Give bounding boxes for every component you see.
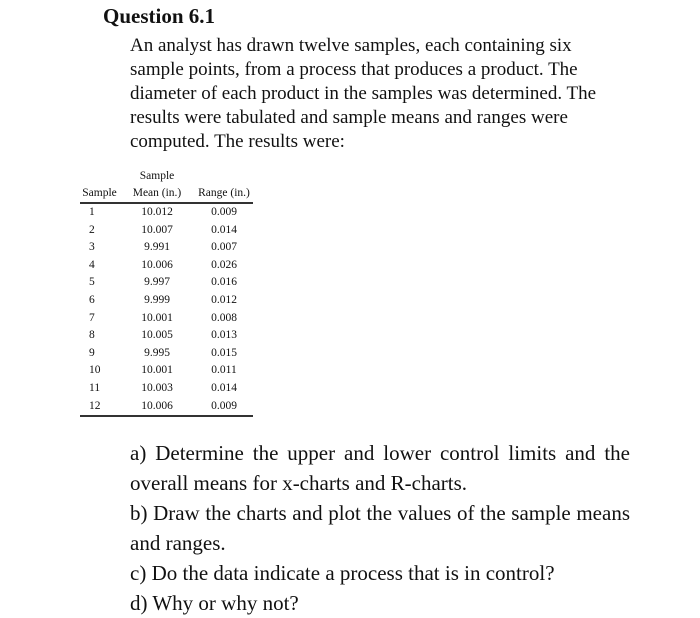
table-row	[80, 203, 253, 222]
question-a: a) Determine the upper and lower control limits and the overall means for x-charts and R-charts.	[130, 441, 630, 495]
sample-number: 2	[89, 223, 95, 236]
sample-range: 0.016	[211, 276, 237, 289]
table-row	[80, 292, 253, 310]
question-d: d) Why or why not?	[130, 591, 299, 615]
table-row	[80, 398, 253, 417]
table-row	[80, 345, 253, 363]
sample-range: 0.014	[211, 223, 237, 236]
samples-table	[80, 168, 253, 417]
sample-mean: 9.999	[144, 293, 170, 306]
header-top: Sample	[139, 170, 175, 182]
sample-mean: 10.006	[141, 258, 173, 271]
sample-number: 1	[89, 206, 95, 218]
sample-range: 0.014	[211, 381, 237, 394]
question-b: b) Draw the charts and plot the values of the sample means and ranges.	[130, 501, 630, 555]
sample-range: 0.009	[195, 398, 253, 417]
sample-number: 12	[80, 398, 119, 417]
sample-range: 0.009	[211, 206, 237, 218]
sample-mean: 10.006	[119, 398, 195, 417]
sample-number: 8	[89, 329, 95, 342]
question-intro: An analyst has drawn twelve samples, each containing six sample points, from a process that produces a product. The diameter of each product in the samples was determined. The results were tabulated and sample means and ranges were computed. The results were:	[130, 35, 597, 152]
table-row	[80, 327, 253, 345]
table-row	[80, 380, 253, 398]
sample-mean: 10.001	[141, 364, 173, 377]
question-c: c) Do the data indicate a process that is in control?	[130, 561, 555, 585]
table-row	[80, 362, 253, 380]
header-sample: Sample	[80, 185, 119, 203]
sample-number: 7	[89, 311, 95, 324]
table-row	[80, 310, 253, 328]
sample-number: 3	[89, 241, 95, 254]
sample-range: 0.015	[211, 346, 237, 359]
sample-range: 0.008	[211, 311, 237, 324]
table-row	[80, 257, 253, 275]
sample-mean: 10.005	[141, 329, 173, 342]
sample-mean: 10.007	[141, 223, 173, 236]
sample-number: 9	[89, 346, 95, 359]
questions	[130, 438, 630, 618]
table-row	[80, 239, 253, 257]
sample-range: 0.011	[211, 364, 237, 377]
sample-mean: 9.995	[144, 346, 170, 359]
sample-range: 0.012	[211, 293, 237, 306]
sample-mean: 10.001	[141, 311, 173, 324]
sample-number: 5	[89, 276, 95, 289]
question-title: Question 6.1	[103, 4, 216, 28]
sample-number: 11	[89, 381, 101, 394]
header-range: Range (in.)	[195, 185, 253, 203]
sample-mean: 9.991	[144, 241, 170, 254]
sample-mean: 10.012	[141, 206, 173, 218]
sample-range: 0.013	[211, 329, 237, 342]
sample-mean: 10.003	[141, 381, 173, 394]
sample-range: 0.007	[211, 241, 237, 254]
sample-range: 0.026	[211, 258, 237, 271]
sample-mean: 9.997	[144, 276, 170, 289]
table-row	[80, 274, 253, 292]
table-row	[80, 222, 253, 240]
header-mean: Mean (in.)	[119, 185, 195, 203]
sample-number: 6	[89, 293, 95, 306]
sample-number: 4	[89, 258, 95, 271]
sample-number: 10	[89, 364, 101, 377]
